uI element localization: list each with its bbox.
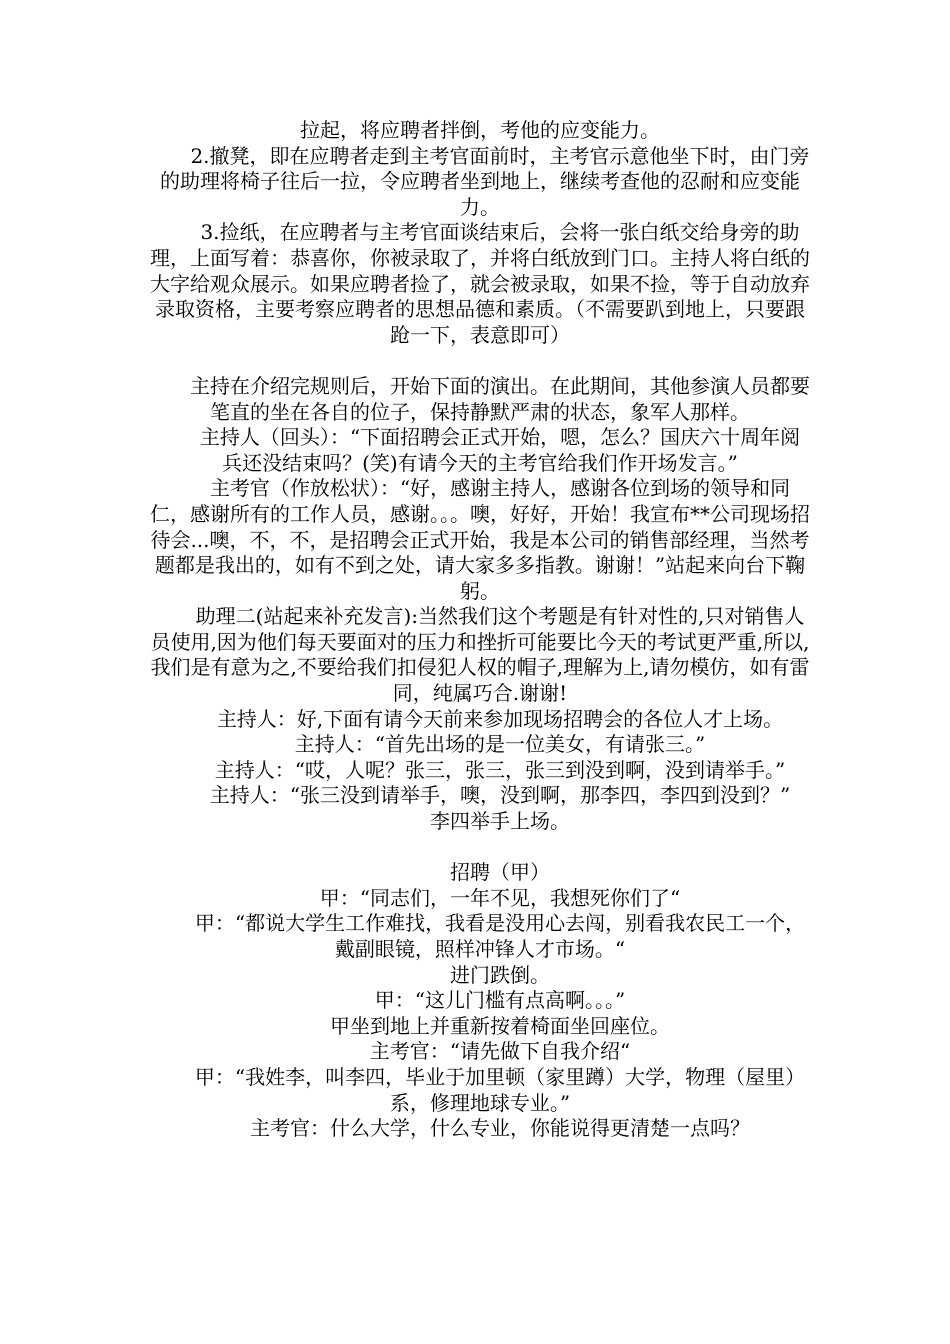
paragraph: 主考官（作放松状）：“好，感谢主持人，感谢各位到场的领导和同仁，感谢所有的工作人员，感谢。。。噢，好好，开始！我宣布**公司现场招待会...噢，不，不，是招聘会正式开始，我是本公司的销售部经理，当然考题都是我出的，如有不到之处，请大家多多指教。谢谢！”站起来向台下鞠躬。 <box>150 476 810 603</box>
paragraph: 助理二(站起来补充发言):当然我们这个考题是有针对性的,只对销售人员使用,因为他们每天要面对的压力和挫折可能要比今天的考试更严重,所以,我们是有意为之,不要给我们扣侵犯人权的帽子,理解为上,请勿模仿，如有雷同，纯属巧合.谢谢! <box>150 604 810 706</box>
paragraph: 主持人：“首先出场的是一位美女，有请张三。” <box>294 732 706 757</box>
paragraph: 甲：“我姓李，叫李四，毕业于加里顿（家里蹲）大学，物理（屋里）系，修理地球专业。” <box>194 1064 806 1115</box>
paragraph: 主持人：“哎，人呢？张三，张三，张三到没到啊，没到请举手。” <box>214 757 786 782</box>
paragraph: 拉起，将应聘者拌倒，考他的应变能力。 <box>300 118 660 142</box>
paragraph: 主持人（回头）：“下面招聘会正式开始，嗯，怎么？国庆六十周年阅兵还没结束吗？(笑)有请今天的主考官给我们作开场发言。” <box>199 425 801 475</box>
paragraph: 主考官：什么大学，什么专业，你能说得更清楚一点吗？ <box>250 1116 750 1141</box>
paragraph: 主持人：“张三没到请举手，噢，没到啊，那李四，李四到没到？” <box>209 783 791 808</box>
paragraph: 甲坐到地上并重新按着椅面坐回座位。 <box>330 1013 670 1038</box>
blank-line <box>150 835 810 861</box>
blank-line <box>150 348 810 374</box>
paragraph: 甲：“同志们，一年不见，我想死你们了“ <box>319 885 681 910</box>
document-body <box>150 118 810 1142</box>
paragraph: 主持人：好,下面有请今天前来参加现场招聘会的各位人才上场。 <box>216 706 784 731</box>
paragraph: 进门跌倒。 <box>450 962 550 987</box>
paragraph: 主考官：“请先做下自我介绍“ <box>369 1039 631 1064</box>
paragraph: 甲：“这儿门槛有点高啊。。。” <box>374 988 626 1013</box>
paragraph: 主持在介绍完规则后，开始下面的演出。在此期间，其他参演人员都要笔直的坐在各自的位子，保持静默严肃的状态，象军人那样。 <box>190 373 810 424</box>
section-heading: 招聘（甲） <box>450 860 550 885</box>
paragraph: 2.撤凳，即在应聘者走到主考官面前时，主考官示意他坐下时，由门旁的助理将椅子往后一拉，令应聘者坐到地上，继续考查他的忍耐和应变能力。 <box>160 143 810 219</box>
paragraph: 甲：“都说大学生工作难找，我看是没用心去闯，别看我农民工一个，戴副眼镜，照样冲锋人才市场。“ <box>194 911 806 961</box>
paragraph: 3.捡纸，在应聘者与主考官面谈结束后，会将一张白纸交给身旁的助理，上面写着：恭喜你，你被录取了，并将白纸放到门口。主持人将白纸的大字给观众展示。如果应聘者捡了，就会被录取，如果不捡，等于自动放弃录取资格，主要考察应聘者的思想品德和素质。（不需要趴到地上，只要跟跄一下，表意即可） <box>150 220 810 347</box>
paragraph: 李四举手上场。 <box>430 809 570 834</box>
